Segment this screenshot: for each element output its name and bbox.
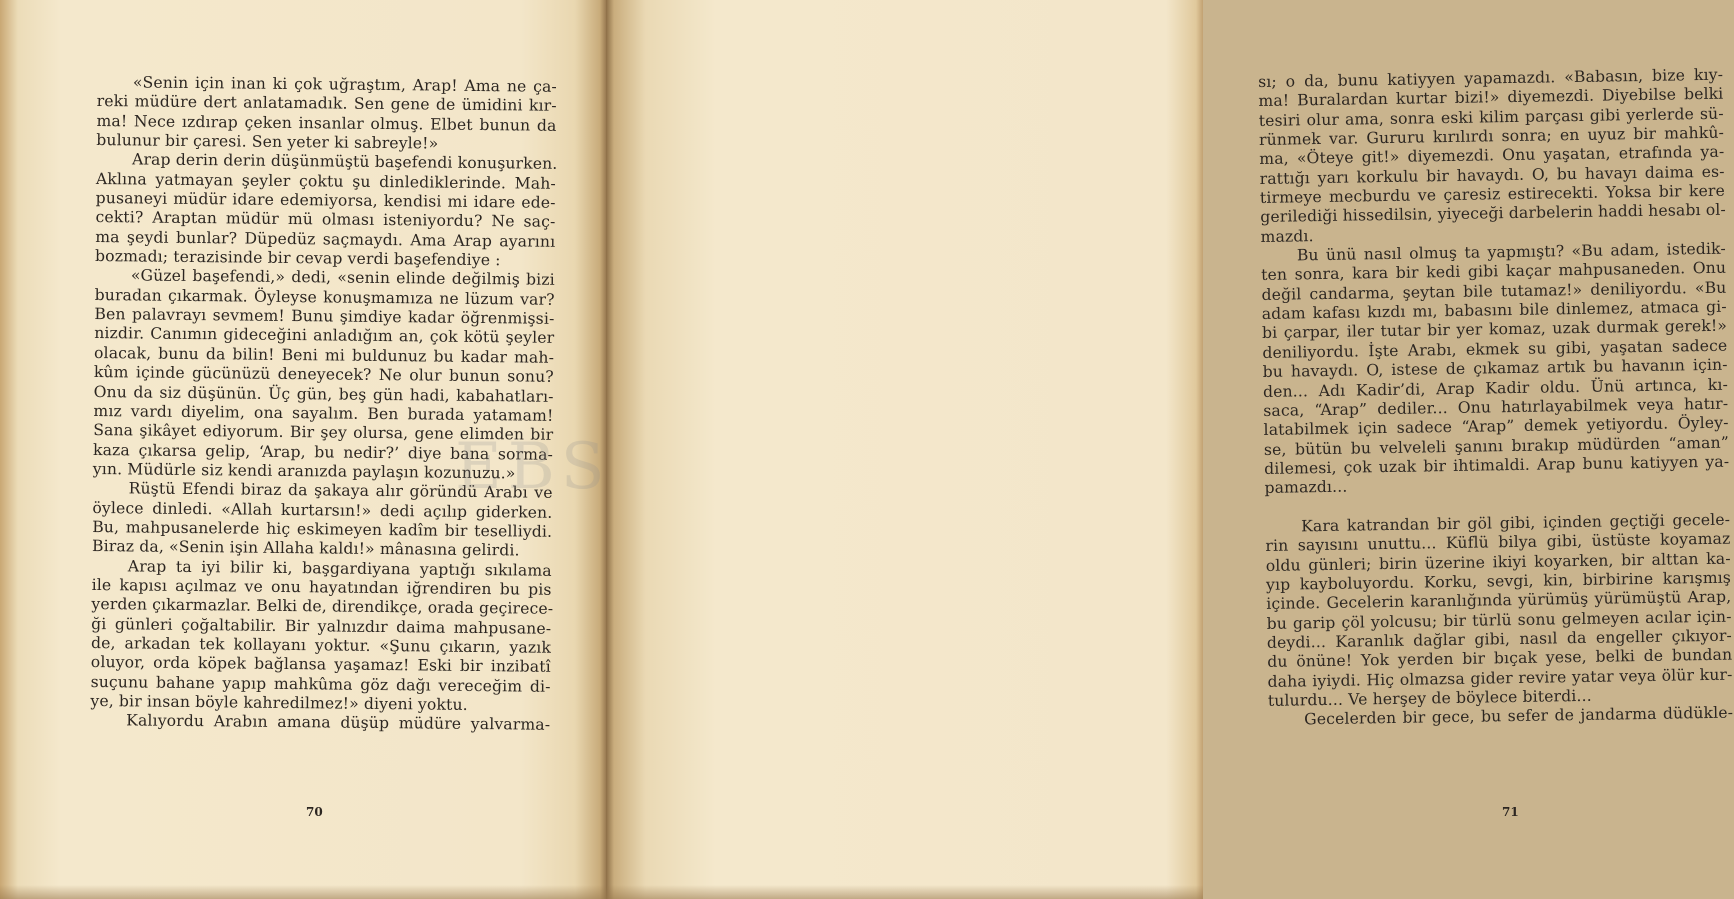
text-line: rin sayısını unuttu... Küflü bilya gibi, üstüste koyamaz: [1265, 529, 1731, 556]
text-line: mazdı.: [1260, 226, 1314, 246]
text-line: tulurdu... Ve herşey de böylece biterdi...: [1267, 686, 1592, 710]
text-line: daha iyiydi. Hiç olmazsa gider revire yatar veya ölür kur-: [1267, 665, 1733, 691]
text-line: Bu, mahpusanelerde hiç eskimeyen kadîm bir teselliydi.: [92, 517, 553, 541]
text-line: tesiri olur ama, sonra eski kilim parçası gibi yerlerde sü-: [1258, 104, 1724, 130]
text-line: Ben palavrayı sevmem! Bunu şimdiye kadar öğrenmişsi-: [94, 305, 555, 328]
text-line: suçunu bahane yapıp mahkûma göz dağı vereceğim di-: [90, 672, 551, 696]
text-line: den... Adı Kadir’di, Arap Kadir oldu. Ünü artınca, kı-: [1262, 375, 1729, 401]
text-line: «Güzel başefendi,» dedi, «senin elinde değilmiş bizi: [130, 266, 555, 290]
text-line: latabilmek için sadece “Arap” demek yetiyordu. Öyley-: [1263, 413, 1729, 440]
left-page-text: [90, 73, 557, 735]
text-line: sı; o da, bunu katiyyen yapamazdı. «Babasın, bize kıy-: [1258, 65, 1724, 91]
text-line: reki müdüre dert anlatamadık. Sen gene de ümidini kır-: [96, 92, 557, 116]
text-line: Bu ünü nasıl olmuş ta yapmıştı? «Bu adam, istedik-: [1296, 239, 1726, 265]
text-line: Kalıyordu Arabın amana düşüp müdüre yalvarma-: [126, 711, 551, 735]
text-line: Rüştü Efendi biraz da şakaya alır göründü Arabı ve: [128, 479, 553, 503]
page-bottom-edge: [0, 885, 1203, 899]
text-line: saca, “Arap” dediler... Onu hatırlayabilmek veya hatır-: [1263, 394, 1729, 420]
text-line: pusaneyi müdür idare edemiyorsa, kendisi mi idare ede-: [95, 189, 556, 212]
right-page-number: 71: [1502, 805, 1519, 819]
text-line: dilemesi, çok uzak bir ihtimaldi. Arap bunu katiyyen ya-: [1264, 452, 1730, 478]
right-page: [606, 0, 1734, 899]
text-line: de, arkadan tek kollayanı yoktur. «Şunu çıkarın, yazık: [90, 633, 552, 657]
text-line: oldu günleri; birin üzerine ikiyi koyarken, bir alttan ka-: [1265, 549, 1731, 575]
text-line: nizdir. Canımın gideceğini anladığım an, çok kötü şeyler: [94, 324, 555, 348]
text-line: ile kapısı açılmaz ve onu hayatından iğrendiren bu pis: [91, 575, 552, 599]
text-line: bu garip çöl yolcusu; bir türlü sonu gelmeyen acılar için-: [1266, 607, 1732, 633]
text-line: bi çarpar, iler tutar bir yer komaz, uzak durmak gerek!»: [1261, 317, 1728, 343]
text-line: Aklına yatmayan şeyler çoktu şu dinlediklerinde. Mah-: [95, 169, 556, 193]
text-line: bulunur bir çaresi. Sen yeter ki sabreyle!»: [96, 131, 439, 153]
text-line: tirmeye mecburdu ve çaresiz estirecekti. Yoksa bir kere: [1259, 181, 1726, 208]
text-line: kaza çıkarsa gelip, ‘Arap, bu nedir?’ diye bana sorma-: [92, 440, 554, 464]
text-line: buradan çıkarmak. Öyleyse konuşmamıza ne lüzum var?: [94, 285, 555, 309]
text-line: rattığı yarı korkulu bir havaydı. O, bu havayı daima es-: [1259, 162, 1725, 188]
text-line: Biraz da, «Senin işin Allaha kaldı!» mânasına gelirdi.: [91, 537, 520, 560]
right-page-text: [1258, 66, 1733, 731]
text-line: oluyor, orda köpek bağlansa yaşamaz! Eski bir inzibatî: [90, 653, 551, 677]
text-line: Arap ta iyi bilir ki, başgardiyana yaptığı sıkılama: [127, 556, 552, 580]
text-line: cekti? Araptan müdür mü olması isteniyordu? Ne saç-: [95, 208, 556, 232]
text-line: rünmek var. Gururu kırılırdı sonra; en uyuz bir mahkû-: [1258, 123, 1725, 150]
text-line: Arap derin derin düşünmüştü başefendi konuşurken.: [131, 150, 558, 174]
text-line: bu havaydı. O, istese de çıkamaz artık bu havanın için-: [1262, 355, 1728, 382]
text-line: ği günleri çoğaltabilir. Bir yalnızdır daima mahpusane-: [91, 614, 552, 638]
text-line: «Senin için inan ki çok uğraştım, Arap! Ama ne ça-: [132, 73, 557, 96]
text-line: pamazdı...: [1264, 477, 1348, 498]
left-page: [0, 0, 606, 899]
text-line: Onu da siz düşünün. Üç gün, beş gün hadi, kabahatları-: [93, 382, 554, 406]
text-line: yerden çıkarmazlar. Belki de, direndikçe, orada geçirece-: [91, 595, 554, 619]
text-line: kûm içinde gücünüzü deneyecek? Ne olur bunun sonu?: [93, 363, 554, 386]
text-line: du önüne! Yok yerden bir bıçak yese, belki de bundan: [1267, 645, 1733, 672]
text-line: Sana şikâyet ediyorum. Bir şey olursa, gene elimden bir: [93, 421, 554, 444]
text-line: olacak, bunu da bilin! Beni mi buldunuz bu kadar mah-: [93, 343, 555, 367]
text-line: ma! Nece ızdırap çeken insanlar olmuş. Elbet bunun da: [96, 111, 557, 135]
text-line: deydi... Karanlık dağlar gibi, nasıl da engeller çıkıyor-: [1266, 626, 1733, 652]
text-line: adam kafası kızdı mı, babasını bile dinlemez, atmaca gi-: [1261, 297, 1727, 324]
text-line: gerilediği hissedilsin, yiyeceği darbelerin haddi hesabı ol-: [1260, 201, 1727, 227]
text-line: se, bütün bu velveleli şanını bırakıp müdürden “aman”: [1263, 433, 1729, 459]
text-line: ye, bir insan böyle kahredilmez!» diyeni yoktu.: [90, 691, 468, 714]
text-line: içinde. Gecelerin karanlığında yürümüş yürümüştü Arap,: [1266, 587, 1732, 614]
left-page-number: 70: [306, 805, 323, 819]
text-line: yın. Müdürle siz kendi aranızda paylaşın kozunuzu.»: [92, 459, 516, 483]
text-line: ten sonra, kara bir kedi gibi kaçar mahpusaneden. Onu: [1261, 259, 1727, 285]
text-line: yıp kayboluyordu. Korku, sevgi, kin, birbirine karışmış: [1265, 568, 1732, 594]
text-line: öylece dinledi. «Allah kurtarsın!» dedi açılıp giderken.: [92, 498, 553, 522]
text-line: mız vardı diyelim, ona sayalım. Ben burada yatamam!: [93, 401, 554, 425]
text-line: değil candarma, şeytan bile tutamaz!» deniliyordu. «Bu: [1261, 278, 1727, 304]
text-line: ma, «Öteye git!» diyemezdi. Onu yaşatan, etrafında ya-: [1259, 143, 1725, 169]
text-line: deniliyordu. İşte Arabı, ekmek su gibi, yaşatan sadece: [1262, 336, 1728, 362]
watermark-text: EBS: [455, 430, 611, 504]
text-line: bozmadı; terazisinde bir cevap verdi başefendiye :: [94, 247, 501, 270]
text-line: ma! Buralardan kurtar bizi!» diyemezdi. Diyebilse belki: [1258, 85, 1724, 111]
text-line: Gecelerden bir gece, bu sefer de jandarma düdükle-: [1304, 703, 1734, 729]
text-line: ma şeydi bunlar? Düpedüz saçmaydı. Ama Arap ayarını: [95, 227, 556, 251]
text-line: Kara katrandan bir göl gibi, içinden geçtiği gecele-: [1300, 510, 1731, 536]
